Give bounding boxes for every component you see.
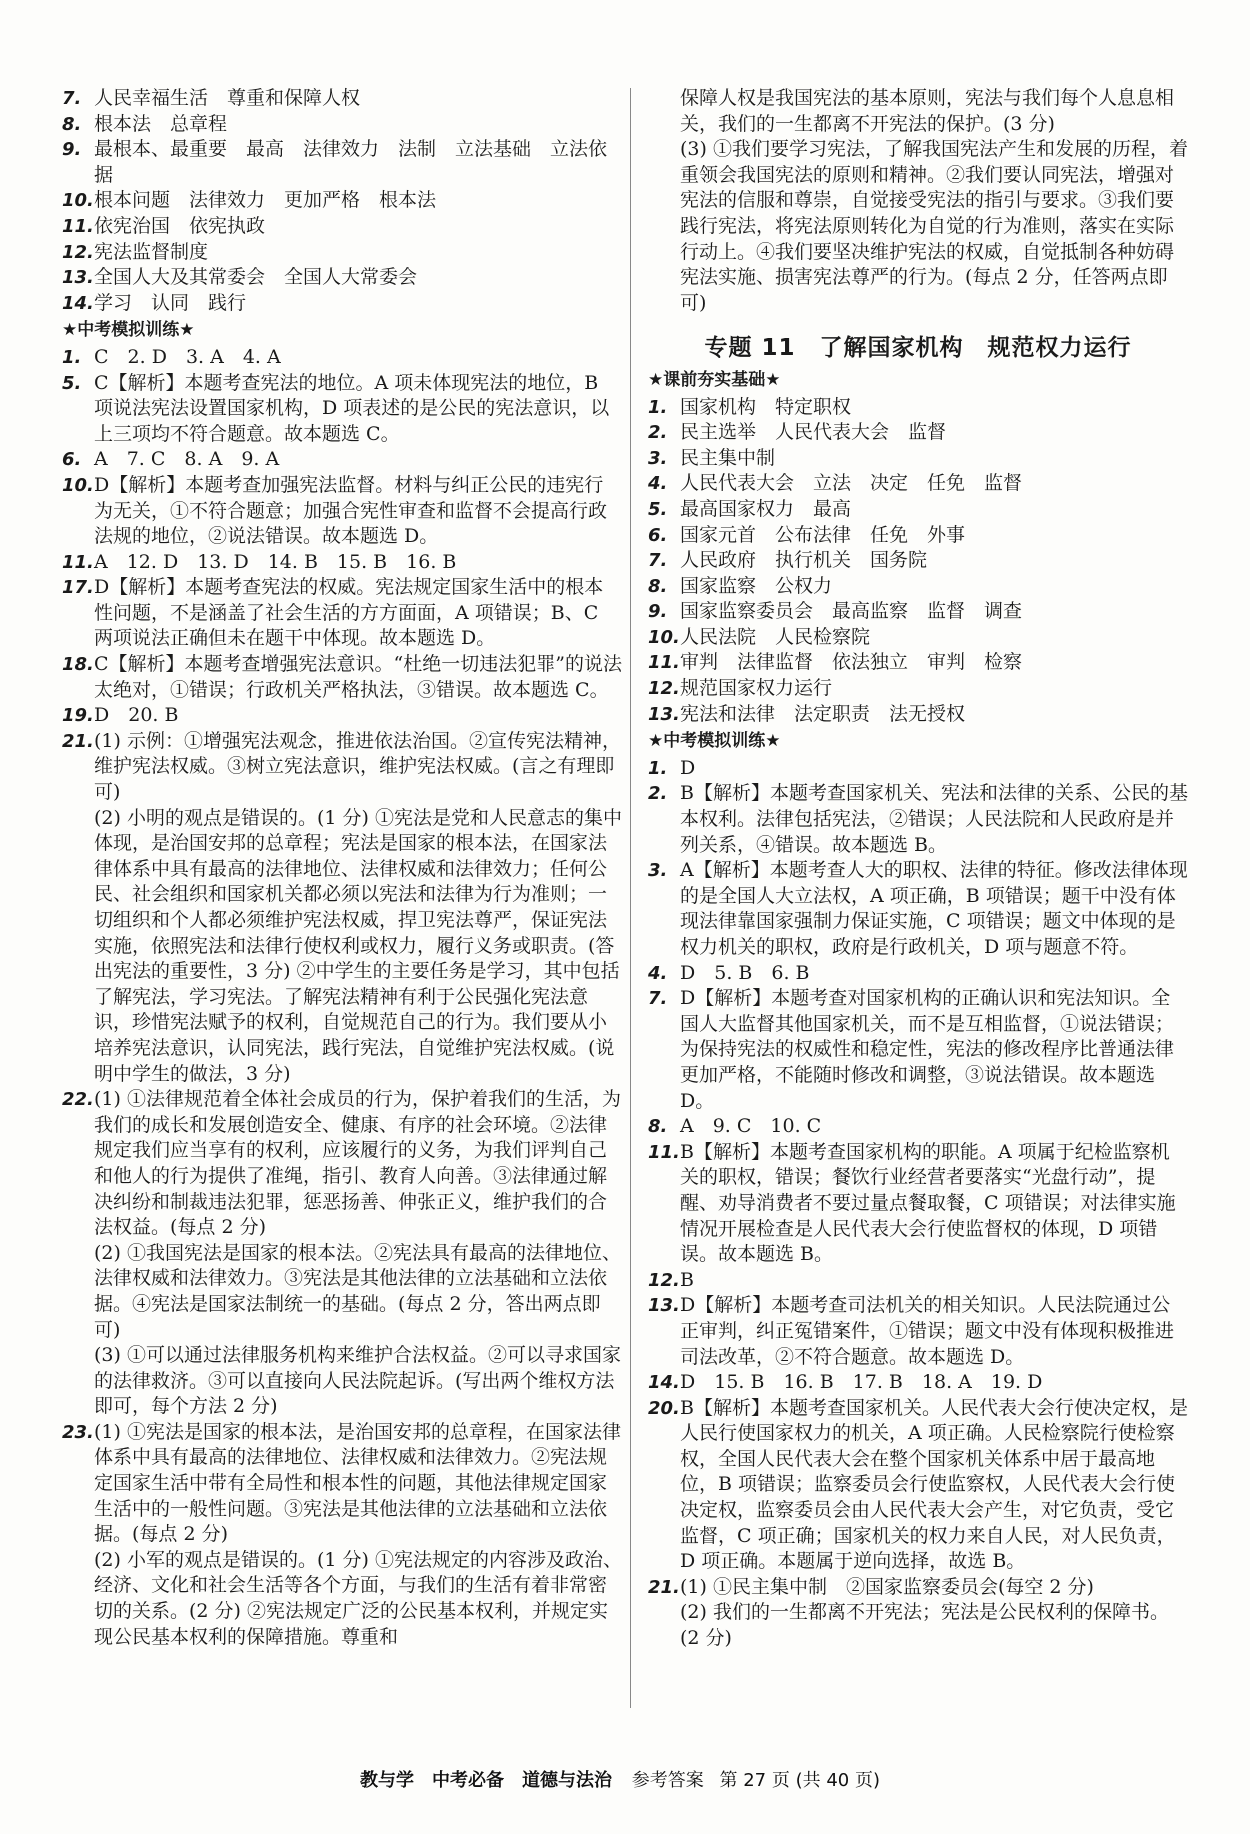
answer-item <box>62 188 622 214</box>
section-heading: ★中考模拟训练★ <box>648 731 781 752</box>
answer-number: 3. <box>648 860 668 882</box>
answer-text: B【解析】本题考查国家机关、宪法和法律的关系、公民的基本权利。法律包括宪法，②错误；人民法院和人民政府是并列关系，④错误。故本题选 B。 <box>680 782 1188 856</box>
answer-text: C 2. D 3. A 4. A <box>94 345 281 368</box>
answer-text: D【解析】本题考查宪法的权威。宪法规定国家生活中的根本性问题，不是涵盖了社会生活的方方面面，A 项错误；B、C 两项说法正确但未在题干中体现。故本题选 D。 <box>94 576 604 650</box>
answer-paragraph: (2) 小明的观点是错误的。(1 分) ①宪法是党和人民意志的集中体现，是治国安邦的总章程；宪法是国家的根本法，在国家法律体系中具有最高的法律地位、法律权威和法律效力；任何公民、社会组织和国家机关都必须以宪法和法律为行为准则；一切组织和个人都必须维护宪法权威，捍卫宪法尊严，保证宪法实施，依照宪法和法律行使权利或权力，履行义务或职责。(答出宪法的重要性，3 分) ②中学生的主要任务是学习，其中包括了解宪法，学习宪法。了解宪法精神有利于公民强化宪法意识，珍惜宪法赋予的权利，自觉规范自己的行为。我们要从小培养宪法意识，认同宪法，践行宪法，自觉维护宪法权威。(说明中学生的做法，3 分) <box>94 806 622 1085</box>
answer-item <box>648 471 1188 497</box>
column-divider <box>630 88 631 1708</box>
answer-item <box>62 652 622 703</box>
answer-text: D【解析】本题考查加强宪法监督。材料与纠正公民的违宪行为无关，①不符合题意；加强合宪性审查和监督不会提高行政法规的地位，②说法错误。故本题选 D。 <box>94 473 608 548</box>
answer-number: 9. <box>62 139 82 161</box>
answer-item <box>648 961 1188 987</box>
answer-number: 10. <box>62 474 94 496</box>
answer-text: 最根本、最重要 最高 法律效力 法制 立法基础 立法依据 <box>94 138 608 186</box>
answer-text: 最高国家权力 最高 <box>680 497 852 520</box>
answer-number: 17. <box>62 577 94 599</box>
answer-item <box>62 1087 622 1241</box>
answer-number: 7. <box>62 88 82 109</box>
answer-number: 12. <box>648 678 680 700</box>
answer-item <box>62 345 622 371</box>
answer-item <box>648 1370 1188 1396</box>
answer-item <box>62 291 622 317</box>
answer-item <box>62 240 622 266</box>
answer-text: (1) ①宪法是国家的根本法，是治国安邦的总章程，在国家法律体系中具有最高的法律地位、法律权威和法律效力。②宪法规定国家生活中带有全局性和根本性的问题，其他法律规定国家生活中的一般性问题。③宪法是其他法律的立法基础和立法依据。(每点 2 分) <box>94 1420 621 1546</box>
answer-number: 9. <box>648 601 668 623</box>
answer-text: D【解析】本题考查司法机关的相关知识。人民法院通过公正审判，纠正冤错案件，①错误；题文中没有体现积极推进司法改革，②不符合题意。故本题选 D。 <box>680 1294 1175 1368</box>
answer-number: 22. <box>62 1089 94 1111</box>
answer-text: 学习 认同 践行 <box>94 291 247 314</box>
answer-number: 2. <box>648 422 668 444</box>
answer-text: 国家机构 特定职权 <box>680 395 852 418</box>
answer-text: B【解析】本题考查国家机构的职能。A 项属于纪检监察机关的职权，错误；餐饮行业经营者要落实“光盘行动”，提醒、劝导消费者不要过量点餐取餐，C 项错误；对法律实施情况开展检查是人民代表大会行使监督权的体现，D 项错误。故本题选 B。 <box>680 1140 1176 1266</box>
answer-item <box>62 550 622 576</box>
answer-text: 国家元首 公布法律 任免 外事 <box>680 523 966 546</box>
answer-number: 10. <box>62 190 94 212</box>
answer-item <box>648 420 1188 446</box>
answer-text: 全国人大及其常委会 全国人大常委会 <box>94 266 418 289</box>
answer-number: 10. <box>648 626 680 648</box>
answer-text: 人民代表大会 立法 决定 任免 监督 <box>680 472 1023 495</box>
answer-text: C【解析】本题考查增强宪法意识。“杜绝一切违法犯罪”的说法太绝对，①错误；行政机关严格执法，③错误。故本题选 C。 <box>94 653 622 701</box>
answer-text: D <box>680 756 696 779</box>
answer-item <box>648 756 1188 782</box>
answer-item <box>648 1114 1188 1140</box>
answer-text: A 12. D 13. D 14. B 15. B 16. B <box>94 550 457 573</box>
answer-number: 12. <box>648 1269 680 1291</box>
answer-item <box>62 1420 622 1548</box>
answer-text: 根本问题 法律效力 更加严格 根本法 <box>94 189 437 212</box>
answer-item <box>648 1293 1188 1370</box>
answer-number: 1. <box>648 396 668 418</box>
answer-number: 19. <box>62 705 94 727</box>
right-column <box>648 86 1188 1652</box>
answer-paragraph: (2) 小军的观点是错误的。(1 分) ①宪法规定的内容涉及政治、经济、文化和社会生活等各个方面，与我们的生活有着非常密切的关系。(2 分) ②宪法规定广泛的公民基本权利，并规定实现公民基本权利的保障措施。尊重和 <box>94 1548 622 1648</box>
answer-item <box>648 1140 1188 1268</box>
answer-number: 7. <box>648 988 668 1010</box>
answer-paragraph: 保障人权是我国宪法的基本原则，宪法与我们每个人息息相关，我们的一生都离不开宪法的保护。(3 分) <box>680 87 1175 135</box>
footer-page-number: 第 27 页 (共 40 页) <box>719 1770 880 1791</box>
answer-item <box>648 1575 1188 1601</box>
answer-text: 宪法监督制度 <box>94 240 209 263</box>
answer-text: D 20. B <box>94 704 179 727</box>
answer-text: (1) ①民主集中制 ②国家监察委员会(每空 2 分) <box>680 1575 1094 1598</box>
answer-item <box>648 548 1188 574</box>
answer-text: 人民幸福生活 尊重和保障人权 <box>94 87 361 109</box>
answer-text: 根本法 总章程 <box>94 112 228 135</box>
answer-number: 11. <box>62 215 94 237</box>
answer-item <box>648 858 1188 960</box>
answer-text: (1) 示例：①增强宪法观念，推进依法治国。②宣传宪法精神，维护宪法权威。③树立宪法意识，维护宪法权威。(言之有理即可) <box>94 729 621 804</box>
answer-number: 5. <box>648 498 668 520</box>
answer-text: 规范国家权力运行 <box>680 677 833 700</box>
answer-number: 4. <box>648 473 668 495</box>
answer-item <box>62 265 622 291</box>
answer-item <box>648 650 1188 676</box>
answer-number: 1. <box>62 346 82 368</box>
answer-item <box>62 214 622 240</box>
footer-brand: 教与学 中考必备 道德与法治 <box>360 1770 613 1791</box>
answer-item <box>62 86 622 112</box>
answer-text: 宪法和法律 法定职责 法无授权 <box>680 702 966 725</box>
answer-item <box>648 702 1188 728</box>
answer-number: 11. <box>648 1141 680 1163</box>
answer-number: 11. <box>62 551 94 573</box>
answer-item <box>648 599 1188 625</box>
answer-text: C【解析】本题考查宪法的地位。A 项未体现宪法的地位，B 项说法宪法设置国家机构，D 项表述的是公民的宪法意识，以上三项均不符合题意。故本题选 C。 <box>94 371 610 445</box>
answer-text: D【解析】本题考查对国家机构的正确认识和宪法知识。全国人大监督其他国家机关，而不是互相监督，①说法错误；为保持宪法的权威性和稳定性，宪法的修改程序比普通法律更加严格，不能随时修改和调整，③说法错误。故本题选 D。 <box>680 987 1175 1112</box>
answer-number: 5. <box>62 372 82 394</box>
answer-item <box>62 703 622 729</box>
answer-item <box>648 1396 1188 1575</box>
answer-paragraph: (2) 我们的一生都离不开宪法；宪法是公民权利的保障书。(2 分) <box>680 1601 1169 1650</box>
answer-item <box>62 371 622 448</box>
answer-number: 13. <box>62 267 94 289</box>
answer-item <box>648 625 1188 651</box>
answer-number: 8. <box>648 1116 668 1138</box>
answer-item <box>62 473 622 550</box>
answer-number: 23. <box>62 1421 94 1443</box>
answer-number: 2. <box>648 783 668 805</box>
answer-number: 8. <box>62 113 82 135</box>
answer-number: 13. <box>648 703 680 725</box>
answer-text: D 5. B 6. B <box>680 961 810 984</box>
page-footer <box>0 1766 1250 1792</box>
answer-number: 14. <box>62 292 94 314</box>
answer-item <box>648 523 1188 549</box>
answer-text: 国家监察 公权力 <box>680 574 833 597</box>
answer-number: 6. <box>648 524 668 546</box>
answer-number: 18. <box>62 654 94 676</box>
answer-number: 21. <box>648 1576 680 1598</box>
answer-text: 人民法院 人民检察院 <box>680 625 871 648</box>
answer-number: 7. <box>648 550 668 572</box>
answer-item <box>648 676 1188 702</box>
answer-item <box>648 395 1188 421</box>
answer-number: 11. <box>648 652 680 674</box>
answer-text: 依宪治国 依宪执政 <box>94 214 266 237</box>
answer-number: 20. <box>648 1397 680 1419</box>
answer-item <box>648 574 1188 600</box>
answer-number: 14. <box>648 1372 680 1394</box>
answer-number: 6. <box>62 449 82 471</box>
answer-text: D 15. B 16. B 17. B 18. A 19. D <box>680 1371 1043 1394</box>
answer-text: 民主选举 人民代表大会 监督 <box>680 421 947 444</box>
answer-text: A【解析】本题考查人大的职权、法律的特征。修改法律体现的是全国人大立法权，A 项正确，B 项错误；题干中没有体现法律靠国家强制力保证实施，C 项错误；题文中体现的是权力机关的职权，政府是行政机关，D 项与题意不符。 <box>680 859 1188 958</box>
footer-section: 参考答案 <box>631 1770 704 1791</box>
answer-text: 国家监察委员会 最高监察 监督 调查 <box>680 600 1023 623</box>
topic-title: 专题 11 了解国家机构 规范权力运行 <box>704 335 1132 362</box>
answer-item <box>648 446 1188 472</box>
section-heading: ★课前夯实基础★ <box>648 369 781 390</box>
section-heading: ★中考模拟训练★ <box>62 320 195 341</box>
answer-number: 13. <box>648 1295 680 1317</box>
answer-number: 8. <box>648 575 668 597</box>
answer-number: 12. <box>62 241 94 263</box>
answer-text: 人民政府 执行机关 国务院 <box>680 549 928 572</box>
answer-paragraph: (3) ①我们要学习宪法，了解我国宪法产生和发展的历程，着重领会我国宪法的原则和精神。②我们要认同宪法，增强对宪法的信服和尊崇，自觉接受宪法的指引与要求。③我们要践行宪法，将宪法原则转化为自觉的行为准则，落实在实际行动上。④我们要坚决维护宪法的权威，自觉抵制各种妨碍宪法实施、损害宪法尊严的行为。(每点 2 分，任答两点即可) <box>680 138 1188 314</box>
answer-text: 民主集中制 <box>680 446 776 469</box>
answer-paragraph: (2) ①我国宪法是国家的根本法。②宪法具有最高的法律地位、法律权威和法律效力。③宪法是其他法律的立法基础和立法依据。④宪法是国家法制统一的基础。(每点 2 分，答出两点即可) <box>94 1241 621 1341</box>
answer-item <box>62 447 622 473</box>
answer-text: B【解析】本题考查国家机关。人民代表大会行使决定权，是人民行使国家权力的机关，A 项正确。人民检察院行使检察权，全国人民代表大会在整个国家机关体系中居于最高地位，B 项错误；监察委员会行使监察权，人民代表大会行使决定权，监察委员会由人民代表大会产生，对它负责，受它监督，C 项正确；国家机关的权力来自人民，对人民负责，D 项正确。本题属于逆向选择，故选 B。 <box>680 1396 1188 1573</box>
left-column <box>62 86 622 1650</box>
answer-text: A 9. C 10. C <box>680 1115 822 1138</box>
answer-item <box>648 986 1188 1114</box>
answer-item <box>648 497 1188 523</box>
answer-number: 4. <box>648 962 668 984</box>
answer-item <box>648 781 1188 858</box>
answer-item <box>648 1268 1188 1294</box>
answer-number: 1. <box>648 757 668 779</box>
answer-item <box>62 575 622 652</box>
answer-item <box>62 137 622 188</box>
answer-item <box>62 729 622 806</box>
answer-text: 审判 法律监督 依法独立 审判 检察 <box>680 651 1023 674</box>
answer-text: A 7. C 8. A 9. A <box>94 448 280 471</box>
answer-text: B <box>680 1268 694 1291</box>
answer-number: 3. <box>648 447 668 469</box>
answer-item <box>62 112 622 138</box>
answer-text: (1) ①法律规范着全体社会成员的行为，保护着我们的生活，为我们的成长和发展创造安全、健康、有序的社会环境。②法律规定我们应当享有的权利，应该履行的义务，为我们评判自己和他人的行为提供了准绳，指引、教育人向善。③法律通过解决纠纷和制裁违法犯罪，惩恶扬善、伸张正义，维护我们的合法权益。(每点 2 分) <box>94 1088 621 1239</box>
answer-paragraph: (3) ①可以通过法律服务机构来维护合法权益。②可以寻求国家的法律救济。③可以直接向人民法院起诉。(写出两个维权方法即可，每个方法 2 分) <box>94 1344 621 1418</box>
answer-number: 21. <box>62 730 94 752</box>
